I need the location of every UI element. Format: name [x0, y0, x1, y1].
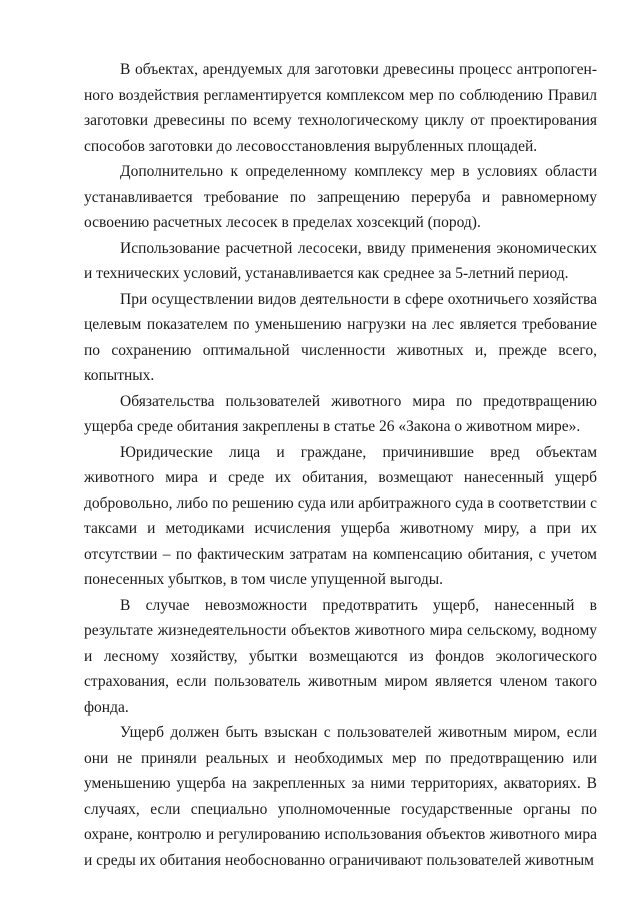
body-text: [84, 57, 597, 873]
paragraph-overcutting-ban: Дополнительно к определенному комплексу мер в условиях области устанавливается требование по запрещению переруба и равномерному освоению расчетных лесосек в пределах хозсекций (пород).: [84, 163, 597, 231]
paragraph-hunting: При осуществлении видов деятельности в сфере охотничьего хозяйства целевым показателем по уменьшению нагрузки на лес является требование по сохранению оптимальной численности животных и, прежде всего, копытных.: [84, 290, 597, 384]
paragraph-allowable-cut: Использование расчетной лесосеки, ввиду применения экономических и технических условий, устанавливается как среднее за 5-летний период.: [84, 239, 597, 282]
paragraph-insurance-funds: В случае невозможности предотвратить ущерб, нанесенный в результате жизнедеятельности объектов животного мира сельскому, водному и лесному хозяйству, убытки возмещаются из фондов экологического страхования, если пользователь животным миром является членом такого фонда.: [84, 596, 597, 716]
paragraph-forest-leases: В объектах, арендуемых для заготовки древесины процесс антропогенного воздействия регламентируется комплексом мер по соблюдению Правил заготовки древесины по всему технологическому циклу от проектирования способов заготовки до лесовосстановления вырубленных площадей.: [84, 61, 597, 155]
paragraph-user-obligations: Обязательства пользователей животного мира по предотвращению ущерба среде обитания закреплены в статье 26 «Закона о животном мире».: [84, 392, 597, 435]
paragraph-damage-recovery: Ущерб должен быть взыскан с пользователей животным миром, если они не приняли реальных и необходимых мер по предотвращению или уменьшению ущерба на закрепленных за ними территориях, акваториях. В случаях, если специально уполномоченные государственные органы по охране, контролю и регулированию использования объектов животного мира и среды их обитания необоснованно ограничивают пользователей животным: [84, 724, 597, 869]
paragraph-damage-compensation: Юридические лица и граждане, причинившие вред объектам животного мира и среде их обитания, возмещают нанесенный ущерб добровольно, либо по решению суда или арбитражного суда в соответствии с таксами и методиками исчисления ущерба животному миру, а при их отсутствии – по фактическим затратам на компенсацию обитания, с учетом понесенных убытков, в том числе упущенной выгоды.: [84, 443, 597, 588]
